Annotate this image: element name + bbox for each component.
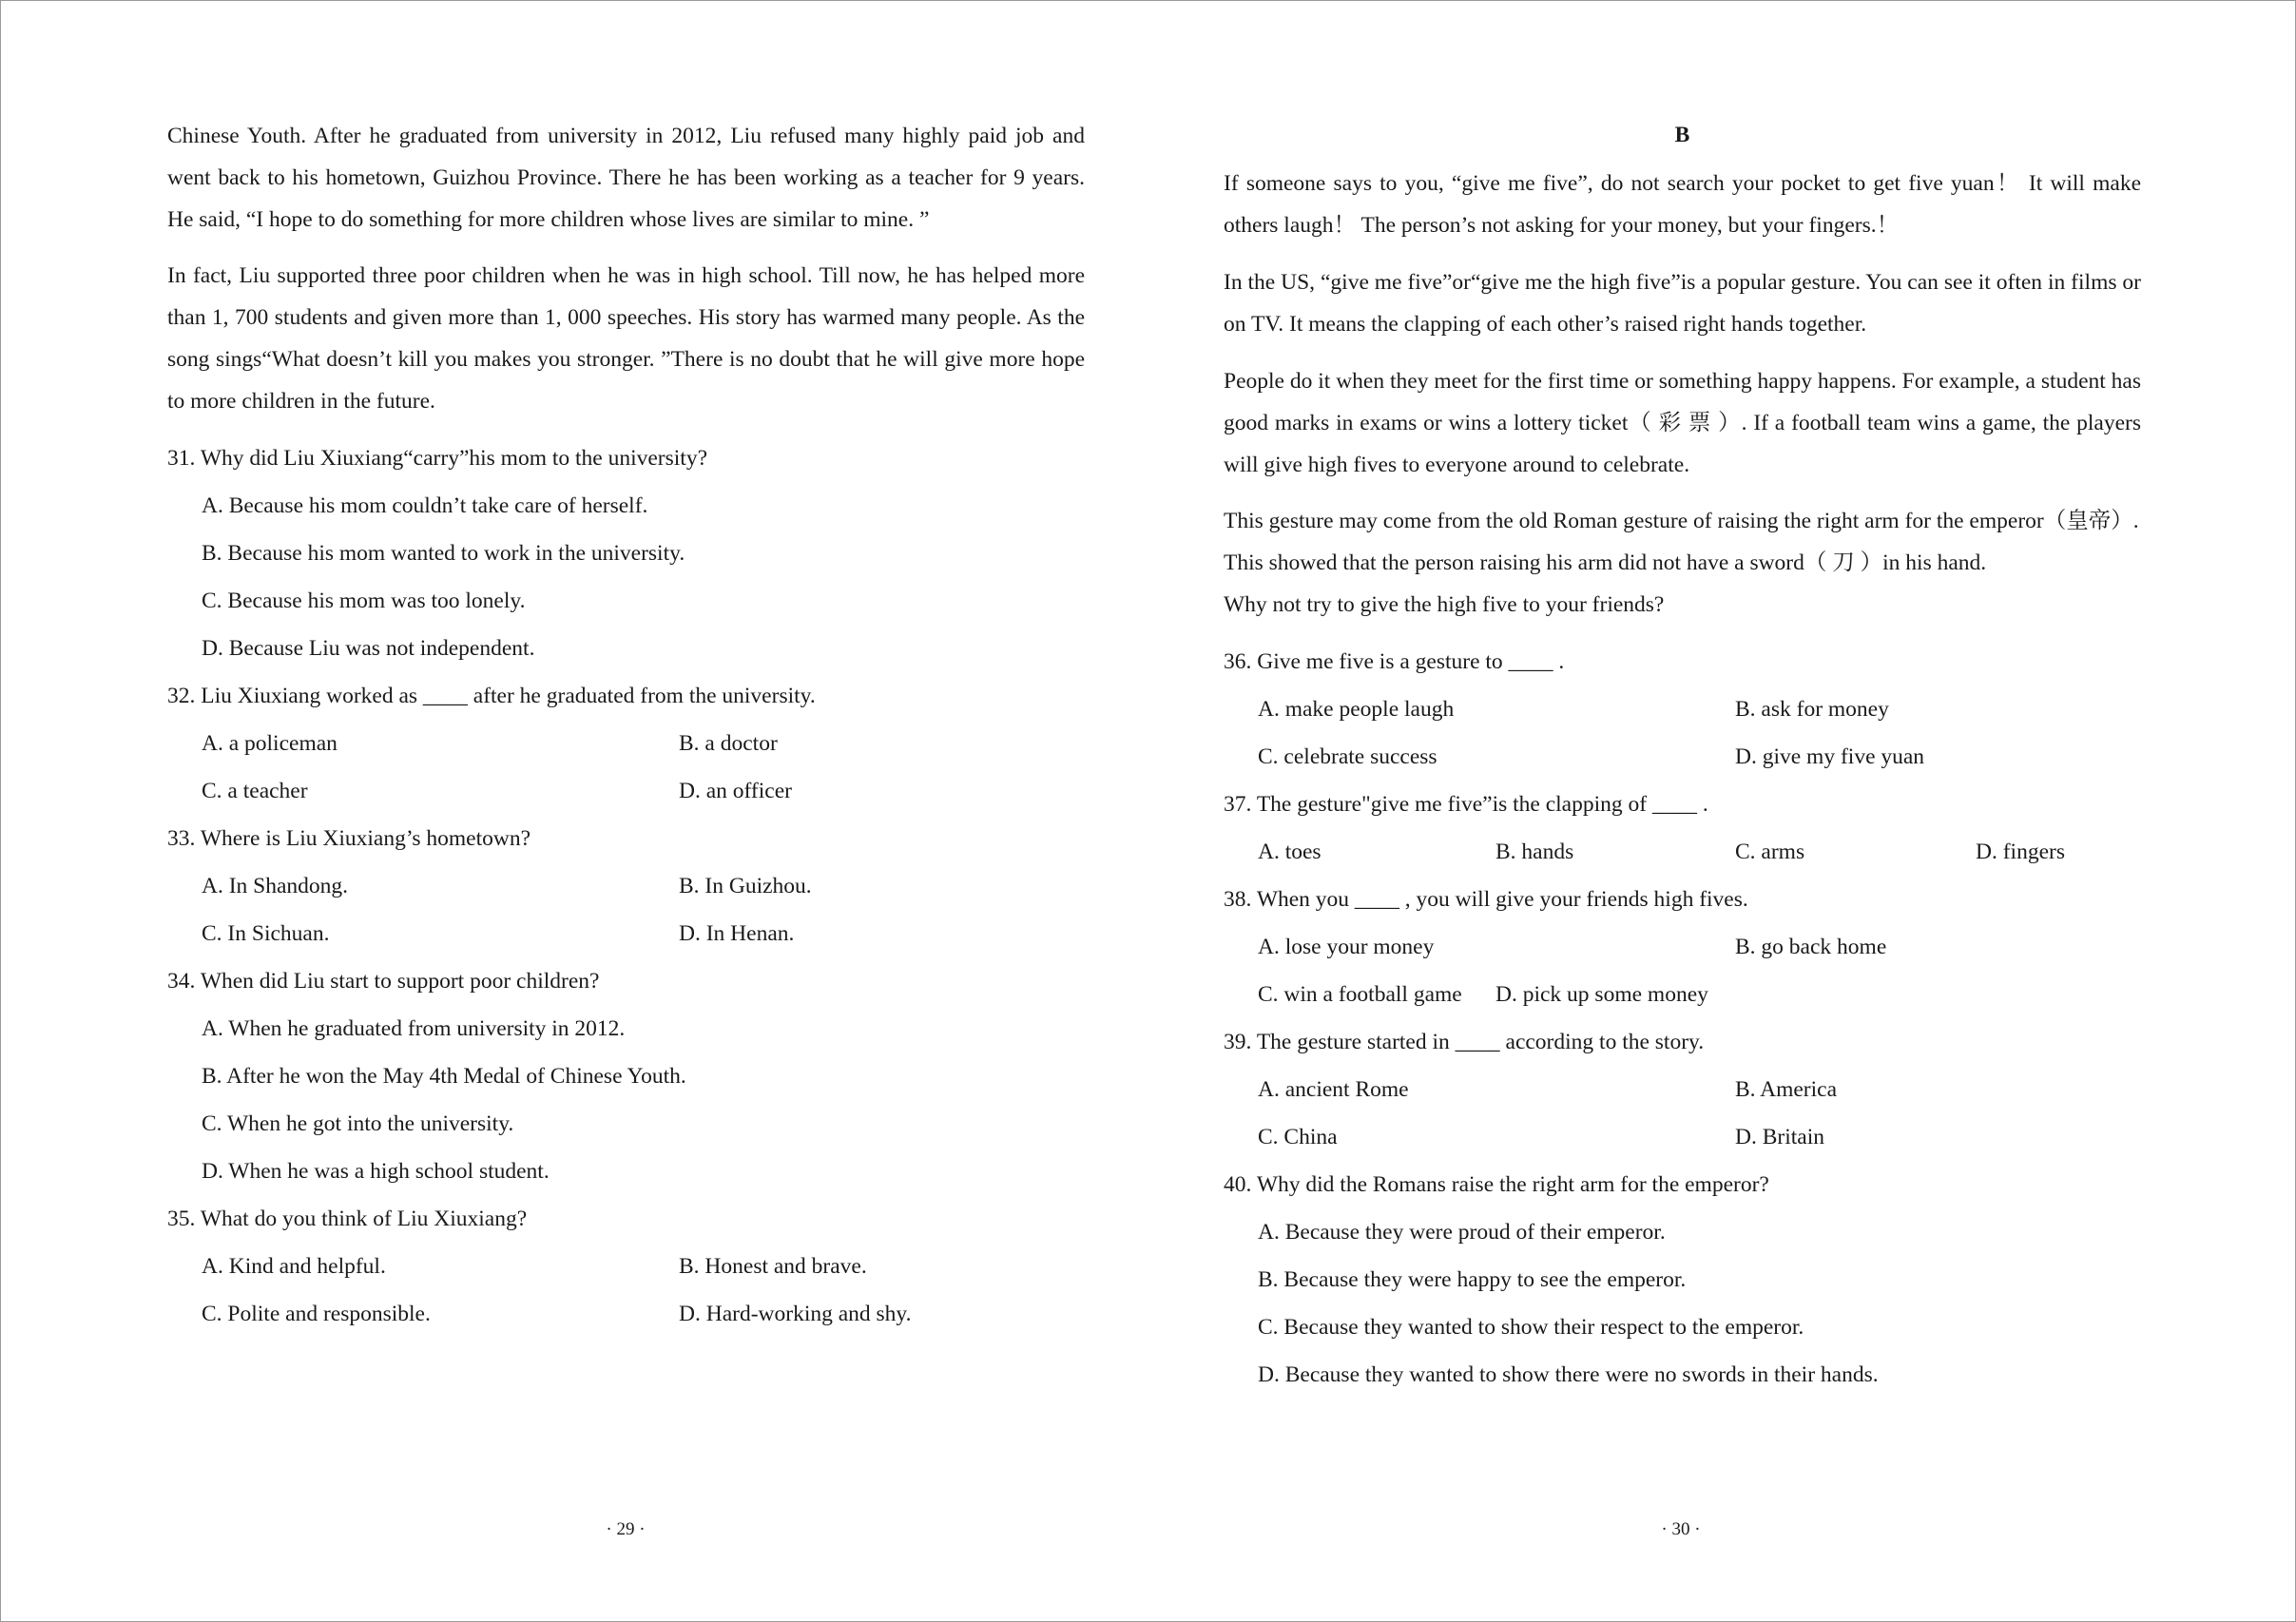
question-31-option-d: D. Because Liu was not independent.	[202, 636, 535, 661]
question-37-stem: 37. The gesture"give me five”is the clapping of ____ .	[1224, 792, 1708, 817]
question-31-option-b: B. Because his mom wanted to work in the university.	[202, 541, 685, 566]
question-32-option-c: C. a teacher	[202, 779, 308, 803]
question-36-option-d: D. give my five yuan	[1735, 744, 1925, 769]
passage-paragraph: If someone says to you, “give me five”, do not search your pocket to get five yuan！ It will make others laugh！ The person’s not asking for your money, but your fingers.！	[1224, 171, 2141, 238]
question-32-option-a: A. a policeman	[202, 731, 338, 756]
question-33-option-d: D. In Henan.	[679, 921, 795, 946]
question-38-option-c: C. win a football game	[1258, 982, 1462, 1007]
passage-line: This showed that the person raising his arm did not have a sword（ 刀 ）in his hand.	[1224, 550, 1987, 575]
passage-paragraph: People do it when they meet for the first time or something happy happens. For example, a student has good marks in exams or wins a lottery ticket（ 彩 票 ）. If a football team wins a game, the players will give high fives to everyone around to celebrate.	[1224, 369, 2141, 477]
page-number: · 29 ·	[606, 1519, 646, 1539]
question-32-option-b: B. a doctor	[679, 731, 778, 756]
question-38-stem: 38. When you ____ , you will give your friends high fives.	[1224, 887, 1748, 912]
question-40-option-b: B. Because they were happy to see the emperor.	[1258, 1267, 1687, 1292]
question-31-option-a: A. Because his mom couldn’t take care of herself.	[202, 493, 648, 518]
question-39-stem: 39. The gesture started in ____ according to the story.	[1224, 1030, 1705, 1054]
question-35-option-b: B. Honest and brave.	[679, 1254, 867, 1279]
question-37-option-c: C. arms	[1735, 840, 1805, 864]
question-35-option-a: A. Kind and helpful.	[202, 1254, 386, 1279]
question-33-option-c: C. In Sichuan.	[202, 921, 330, 946]
question-39-option-b: B. America	[1735, 1077, 1838, 1102]
question-34-option-b: B. After he won the May 4th Medal of Chinese Youth.	[202, 1064, 686, 1089]
question-34-option-a: A. When he graduated from university in 2012.	[202, 1016, 626, 1041]
question-39-option-a: A. ancient Rome	[1258, 1077, 1409, 1102]
question-36-option-a: A. make people laugh	[1258, 697, 1455, 722]
passage-paragraph: In the US, “give me five”or“give me the high five”is a popular gesture. You can see it often in films or on TV. It means the clapping of each other’s raised right hands together.	[1224, 270, 2141, 337]
question-35-option-d: D. Hard-working and shy.	[679, 1302, 912, 1326]
question-34-stem: 34. When did Liu start to support poor children?	[167, 969, 600, 994]
question-32-option-d: D. an officer	[679, 779, 792, 803]
question-40-option-a: A. Because they were proud of their emperor.	[1258, 1220, 1666, 1245]
question-36-option-c: C. celebrate success	[1258, 744, 1437, 769]
question-33-option-a: A. In Shandong.	[202, 874, 349, 898]
question-35-option-c: C. Polite and responsible.	[202, 1302, 431, 1326]
question-40-option-d: D. Because they wanted to show there were no swords in their hands.	[1258, 1362, 1879, 1387]
question-34-option-d: D. When he was a high school student.	[202, 1159, 550, 1184]
question-36-option-b: B. ask for money	[1735, 697, 1889, 722]
question-37-option-a: A. toes	[1258, 840, 1322, 864]
question-33-stem: 33. Where is Liu Xiuxiang’s hometown?	[167, 826, 531, 851]
question-39-option-d: D. Britain	[1735, 1125, 1824, 1149]
question-40-stem: 40. Why did the Romans raise the right arm for the emperor?	[1224, 1172, 1769, 1197]
section-heading: B	[1674, 123, 1690, 147]
question-37-option-b: B. hands	[1495, 840, 1574, 864]
question-36-stem: 36. Give me five is a gesture to ____ .	[1224, 649, 1565, 674]
passage-line: This gesture may come from the old Roman gesture of raising the right arm for the emperor（皇帝）.	[1224, 509, 2139, 533]
question-33-option-b: B. In Guizhou.	[679, 874, 812, 898]
question-37-option-d: D. fingers	[1976, 840, 2065, 864]
passage-paragraph: Chinese Youth. After he graduated from university in 2012, Liu refused many highly paid job and went back to his hometown, Guizhou Province. There he has been working as a teacher for 9 years. He said, “I hope to do something for more children whose lives are similar to mine. ”	[167, 124, 1085, 232]
question-38-option-b: B. go back home	[1735, 935, 1887, 959]
passage-line: Why not try to give the high five to your friends?	[1224, 592, 1665, 617]
page-number: · 30 ·	[1661, 1519, 1701, 1539]
question-39-option-c: C. China	[1258, 1125, 1338, 1149]
question-31-stem: 31. Why did Liu Xiuxiang“carry”his mom to the university?	[167, 446, 708, 471]
question-38-option-a: A. lose your money	[1258, 935, 1435, 959]
question-40-option-c: C. Because they wanted to show their respect to the emperor.	[1258, 1315, 1804, 1340]
question-31-option-c: C. Because his mom was too lonely.	[202, 589, 526, 613]
question-34-option-c: C. When he got into the university.	[202, 1111, 514, 1136]
question-32-stem: 32. Liu Xiuxiang worked as ____ after he graduated from the university.	[167, 684, 816, 708]
question-38-option-d: D. pick up some money	[1495, 982, 1708, 1007]
question-35-stem: 35. What do you think of Liu Xiuxiang?	[167, 1207, 528, 1231]
passage-paragraph: In fact, Liu supported three poor children when he was in high school. Till now, he has helped more than 1, 700 students and given more than 1, 000 speeches. His story has warmed many people. As the song sings“What doesn’t kill you makes you stronger. ”There is no doubt that he will give more hope to more children in the future.	[167, 263, 1085, 414]
